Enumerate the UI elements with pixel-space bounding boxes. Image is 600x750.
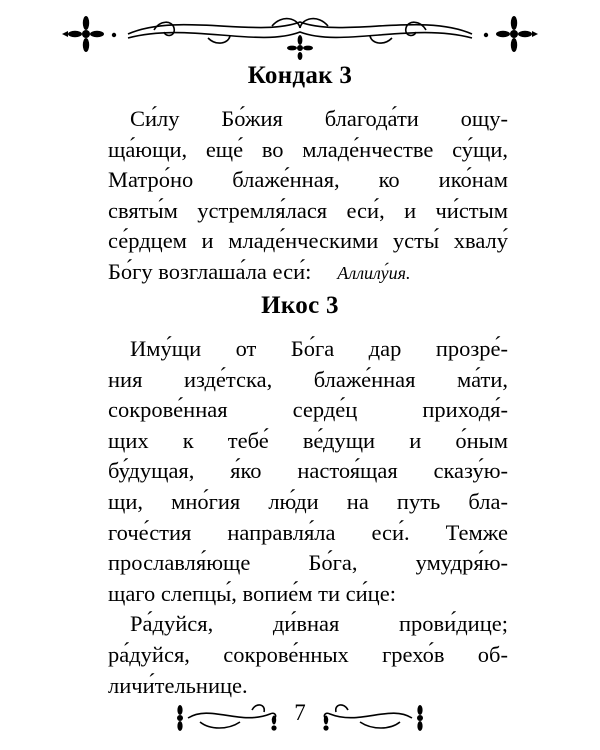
ikos-line: ния изде́тска, блаже́нная ма́ти, [108, 366, 508, 392]
ikos-line: щих к тебе́ ве́дущи и о́ным [108, 427, 508, 453]
alleluia-refrain: Аллилу́ия. [337, 262, 411, 283]
kontakion-text [108, 104, 508, 288]
ikos-line: прославля́юще Бо́га, умудря́ю- [108, 550, 508, 576]
ikos-line: щаго слепцы́, вопие́м ти си́це: [108, 580, 396, 606]
kontakion-line: ща́ющи, еще́ во младе́нчестве су́щи, [108, 136, 508, 162]
kontakion-line: се́рдцем и младе́нческими усты́ хвалу́ [108, 228, 508, 254]
ikos-title: Икос 3 [261, 292, 339, 319]
rejoice-line: личи́тельнице. [108, 672, 248, 698]
ikos-text [108, 334, 508, 701]
kontakion-line: святы́м устремля́лася еси́, и чи́стым [108, 197, 508, 223]
ikos-line: гоче́стия направля́ла еси́. Темже [108, 519, 508, 545]
kontakion-title: Кондак 3 [247, 62, 353, 89]
ikos-line: Иму́щи от Бо́га дар прозре́- [130, 336, 508, 361]
ikos-line: бу́дущая, я́ко настоя́щая сказу́ю- [108, 458, 508, 484]
ikos-line: щи, мно́гия лю́ди на путь бла- [108, 488, 508, 514]
kontakion-line: Бо́гу возглаша́ла еси́: [108, 258, 312, 284]
ikos-line: сокрове́нная серде́ц приходя́- [108, 397, 508, 423]
kontakion-line: Си́лу Бо́жия благода́ти ощу- [130, 106, 508, 131]
rejoice-line: ра́дуйся, сокрове́нных грехо́в об- [108, 641, 508, 667]
kontakion-final-line [108, 257, 508, 288]
kontakion-line: Матро́но блаже́нная, ко ико́нам [108, 167, 508, 193]
page-number: 7 [294, 700, 306, 725]
rejoice-line: Ра́дуйся, ди́вная прови́дице; [130, 611, 508, 637]
floral-scroll-top-icon [58, 8, 542, 60]
